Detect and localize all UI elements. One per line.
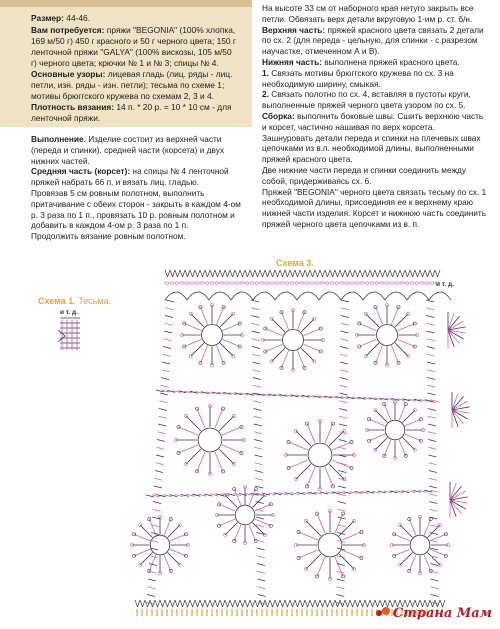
density-line: Плотность вязания: 14 п. * 20 р. = 10 * 10 см - для (31, 102, 232, 112)
paragraph: Верхняя часть: пряжей красного цвета связать 2 детали по сх. 2 (для переда - цельную, для спинки - с разрезом научастке, отмеченном А и В). (262, 24, 484, 57)
materials-line: г) черного цвета; крючки № 1 и № 3; спицы № 4. (31, 58, 219, 68)
materials-line: 169 м/50 г) 450 г красного и 50 г черного цвета; 150 г (31, 36, 236, 46)
paragraph: Средняя часть (корсет): на спицы № 4 ленточной пряжей набрать 66 п. и вязать лиц. гладью. (31, 166, 229, 188)
schema1-continue-label: и т. д. (60, 309, 78, 316)
strana-mam-logo-icon (375, 606, 391, 618)
patterns-line: петли, изн. ряды - изн. петли); тесьма по схеме 1; (31, 80, 225, 90)
schema1-title: Схема 1. Тесьма. (38, 296, 112, 306)
paragraph: Нижняя часть: выполнена пряжей красного цвета. (262, 56, 460, 67)
materials-line: ленточной пряжи "GALYA" (100% вискозы, 105 м/50 (31, 47, 232, 57)
paragraph: Две нижние части переда и спинки соединить между собой, придерживаясь сх. 6. (262, 164, 467, 186)
paragraph: Провязав 5 см ровным полотном, выполнить притачивание с обеих сторон - закрыть в каждом 4-ом р. 3 раза по 1 п., провязать 10 р. ровным полотном и добавить в каждом 4-ом р. 3 раза по 1 п. (31, 187, 241, 231)
schema3-continue-label: и т. д. (436, 281, 454, 288)
materials-line: Вам потребуется: пряжи "BEGONIA" (100% хлопка, (31, 25, 236, 35)
paragraph: Продолжить вязание ровным полотном. (31, 231, 186, 242)
patterns-line: Основные узоры: лицевая гладь (лиц. ряды - лиц. (31, 69, 233, 79)
watermark: Страна Мам (375, 606, 492, 621)
density-line: ленточной пряжи. (31, 113, 101, 123)
paragraph: 2. Связать полотно по сх. 4, вставляя в пустоты круги, выполненные пряжей черного цвета узором по сх. 5. (262, 89, 471, 111)
paragraph: Зашнуровать детали переда и спинки на плечевых швах цепочками из в.п. необходимой длины, выполненными пряжей красного цвета. (262, 132, 481, 165)
patterns-line: мотивы брюггского кружева по схемам 2, 3 и 4. (31, 91, 215, 101)
paragraph: Пряжей "BEGONIA" черного цвета связать тесьму по сх. 1 необходимой длины, присоединяя ее к верхнему краю нижней части изделия. Корсет и нижнюю часть соединить пряжей черного цвета цепочками из в. п. (262, 186, 487, 229)
schema3-title: Схема 3. (276, 258, 314, 268)
paragraph: Сборка: выполнить боковые швы. Сшить верхнюю часть и корсет, частично нашивая по верх корсета. (262, 110, 484, 132)
paragraph: На высоте 33 см от наборного края нетуго закрыть все петли. Обвязать верх детали вкруговую 1-им р. ст. б/н. (262, 3, 474, 24)
paragraph: 1. Связать мотивы брюггского кружева по сх. 3 на необходимую ширину, смыкая. (262, 67, 454, 89)
size-line: Размер: 44-46. (31, 13, 91, 23)
paragraph: Выполнение. Изделие состоит из верхней части (переда и спинки), средней части (корсета) и двух нижних частей. (31, 134, 225, 166)
